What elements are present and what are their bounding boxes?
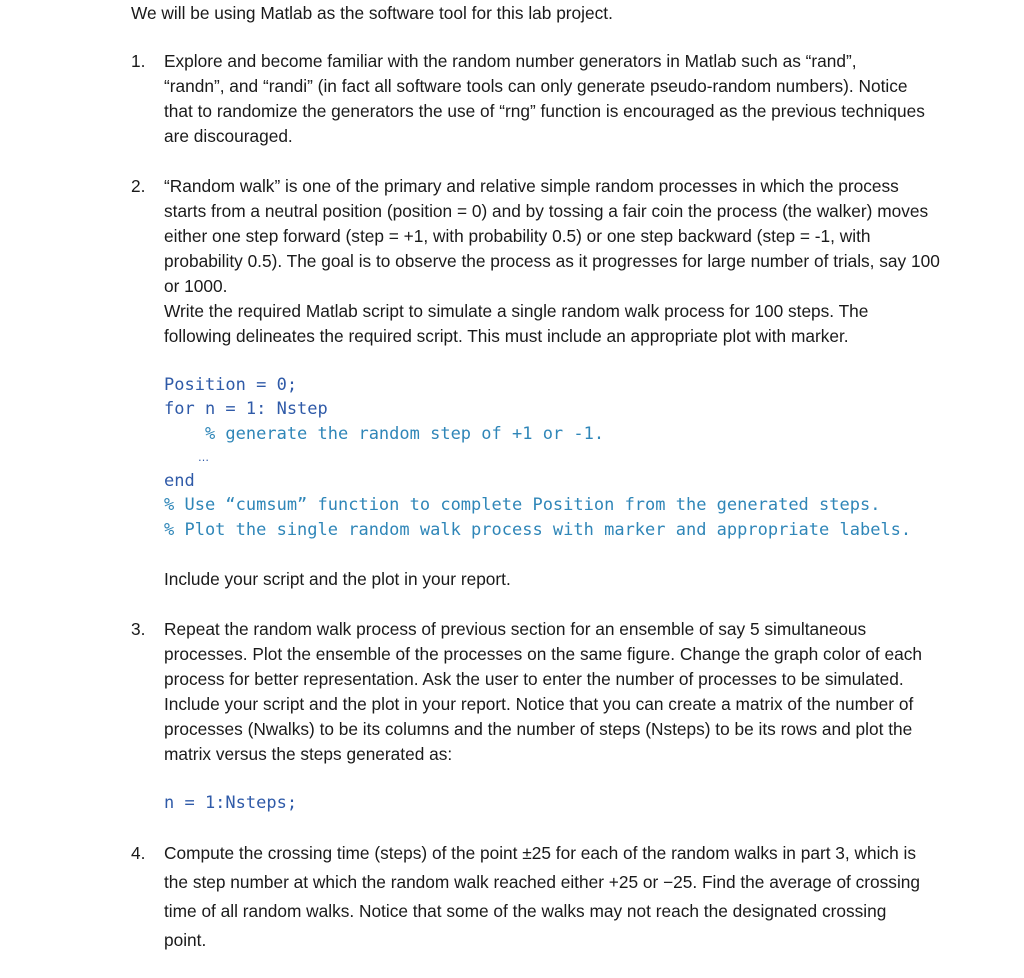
item-4-line-1: Compute the crossing time (steps) of the point ±25 for each of the random walks in part 3, which is: [164, 843, 916, 863]
item-2-line-3: either one step forward (step = +1, with probability 0.5) or one step backward (step = -1, with: [164, 226, 871, 246]
item-2-line-1: “Random walk” is one of the primary and relative simple random processes in which the process: [164, 176, 899, 196]
item-2-line-4: probability 0.5). The goal is to observe the process as it progresses for large number of trials, say 100: [164, 251, 940, 271]
item-2-line-7: following delineates the required script. This must include an appropriate plot with marker.: [164, 326, 849, 346]
code-line-5: % Use “cumsum” function to complete Position from the generated steps.: [164, 495, 881, 515]
item-2-line-6: Write the required Matlab script to simulate a single random walk process for 100 steps. The: [164, 301, 869, 321]
item-3-line-3: process for better representation. Ask the user to enter the number of processes to be simulated.: [164, 669, 904, 689]
item-3-number: 3.: [131, 619, 146, 639]
item-2-line-5: or 1000.: [164, 276, 228, 296]
item-1-line-4: are discouraged.: [164, 126, 293, 146]
item-3-line-5: processes (Nwalks) to be its columns and the number of steps (Nsteps) to be its rows and plot the: [164, 719, 913, 739]
code-line-4: end: [164, 471, 195, 491]
item-4-number: 4.: [131, 843, 146, 863]
item-2-closing: Include your script and the plot in your report.: [164, 569, 511, 589]
item-4-line-3: time of all random walks. Notice that some of the walks may not reach the designated crossing: [164, 901, 887, 921]
code-line-1: Position = 0;: [164, 375, 298, 395]
item-3-line-4: Include your script and the plot in your report. Notice that you can create a matrix of the number of: [164, 694, 914, 714]
item-3-line-6: matrix versus the steps generated as:: [164, 744, 453, 764]
intro-text: We will be using Matlab as the software tool for this lab project.: [131, 3, 613, 23]
code-ellipsis: …: [198, 451, 209, 464]
code-line-2: for n = 1: Nstep: [164, 399, 328, 419]
code-nsteps: n = 1:Nsteps;: [164, 793, 298, 813]
item-1-line-3: that to randomize the generators the use of “rng” function is encouraged as the previous techniques: [164, 101, 925, 121]
code-line-6: % Plot the single random walk process with marker and appropriate labels.: [164, 520, 912, 540]
item-3-line-1: Repeat the random walk process of previous section for an ensemble of say 5 simultaneous: [164, 619, 867, 639]
item-1-line-1: Explore and become familiar with the random number generators in Matlab such as “rand”,: [164, 51, 857, 71]
item-4-line-4: point.: [164, 930, 207, 950]
item-2-number: 2.: [131, 176, 146, 196]
item-1-number: 1.: [131, 51, 146, 71]
item-2-line-2: starts from a neutral position (position = 0) and by tossing a fair coin the process (the walker) moves: [164, 201, 929, 221]
item-1-line-2: “randn”, and “randi” (in fact all software tools can only generate pseudo-random numbers). Notice: [164, 76, 908, 96]
item-3-line-2: processes. Plot the ensemble of the processes on the same figure. Change the graph color of each: [164, 644, 922, 664]
code-line-3: % generate the random step of +1 or -1.: [164, 424, 605, 444]
item-4-line-2: the step number at which the random walk reached either +25 or −25. Find the average of crossing: [164, 872, 921, 892]
